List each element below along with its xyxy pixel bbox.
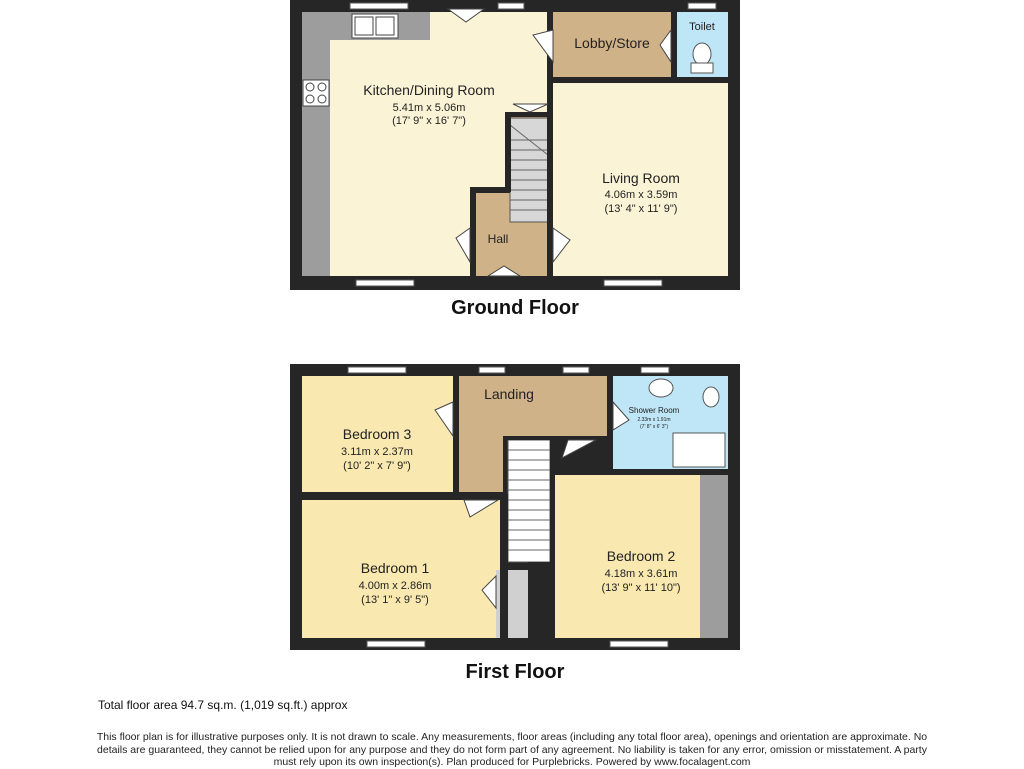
disclaimer-text: This floor plan is for illustrative purposes only. It is not drawn to scale. Any measurements, floor areas (including any total floor area), openings and orientation are approximate. No details are guaranteed, they cannot be relied upon for any purpose and they do not form part of any agreement. No liability is taken for any error, omission or misstatement. A party must rely upon its own inspection(s). Plan produced for Purplebricks. Powered by www.focalagent.com bbox=[96, 731, 928, 768]
shower-tray-icon bbox=[673, 433, 725, 467]
kitchen-name: Kitchen/Dining Room bbox=[363, 82, 495, 98]
ground-floor-title: Ground Floor bbox=[451, 297, 579, 319]
bedroom3-name: Bedroom 3 bbox=[342, 426, 412, 442]
first-floor-title: First Floor bbox=[465, 661, 565, 683]
kitchen-metric: 5.41m x 5.06m bbox=[392, 102, 466, 114]
landing-name: Landing bbox=[484, 386, 534, 402]
bedroom1-name: Bedroom 1 bbox=[360, 560, 430, 576]
shower-metric: 2.33m x 1.91m bbox=[637, 417, 671, 423]
bedroom2-metric: 4.18m x 3.61m bbox=[604, 568, 678, 580]
first-stairs bbox=[508, 440, 550, 562]
wardrobe bbox=[700, 475, 728, 638]
toilet-icon bbox=[693, 43, 711, 65]
toilet-name: Toilet bbox=[689, 21, 715, 33]
worktop-left bbox=[302, 12, 330, 276]
landing-room bbox=[459, 376, 607, 436]
ground-floor bbox=[290, 0, 740, 319]
bedroom1-metric: 4.00m x 2.86m bbox=[358, 580, 432, 592]
landing-lower bbox=[459, 430, 503, 494]
bedroom1-imperial: (13' 1" x 9' 5") bbox=[361, 594, 429, 606]
first-floor bbox=[290, 364, 740, 683]
living-name: Living Room bbox=[602, 170, 680, 186]
shower-name: Shower Room bbox=[628, 406, 680, 415]
kitchen-imperial: (17' 9" x 16' 7") bbox=[392, 115, 466, 127]
basin-icon bbox=[649, 379, 673, 397]
bedroom2-name: Bedroom 2 bbox=[606, 548, 676, 564]
wc-icon bbox=[703, 387, 719, 407]
bedroom2-imperial: (13' 9" x 11' 10") bbox=[601, 582, 681, 594]
living-imperial: (13' 4" x 11' 9") bbox=[604, 203, 678, 215]
bedroom3-imperial: (10' 2" x 7' 9") bbox=[343, 460, 411, 472]
shower-imperial: (7' 8" x 6' 3") bbox=[640, 424, 668, 430]
lobby-name: Lobby/Store bbox=[574, 35, 650, 51]
total-floor-area: Total floor area 94.7 sq.m. (1,019 sq.ft.) approx bbox=[98, 698, 348, 712]
bedroom3-metric: 3.11m x 2.37m bbox=[341, 446, 413, 458]
sink-icon bbox=[352, 14, 398, 38]
living-metric: 4.06m x 3.59m bbox=[604, 189, 678, 201]
hall-name: Hall bbox=[487, 232, 509, 246]
